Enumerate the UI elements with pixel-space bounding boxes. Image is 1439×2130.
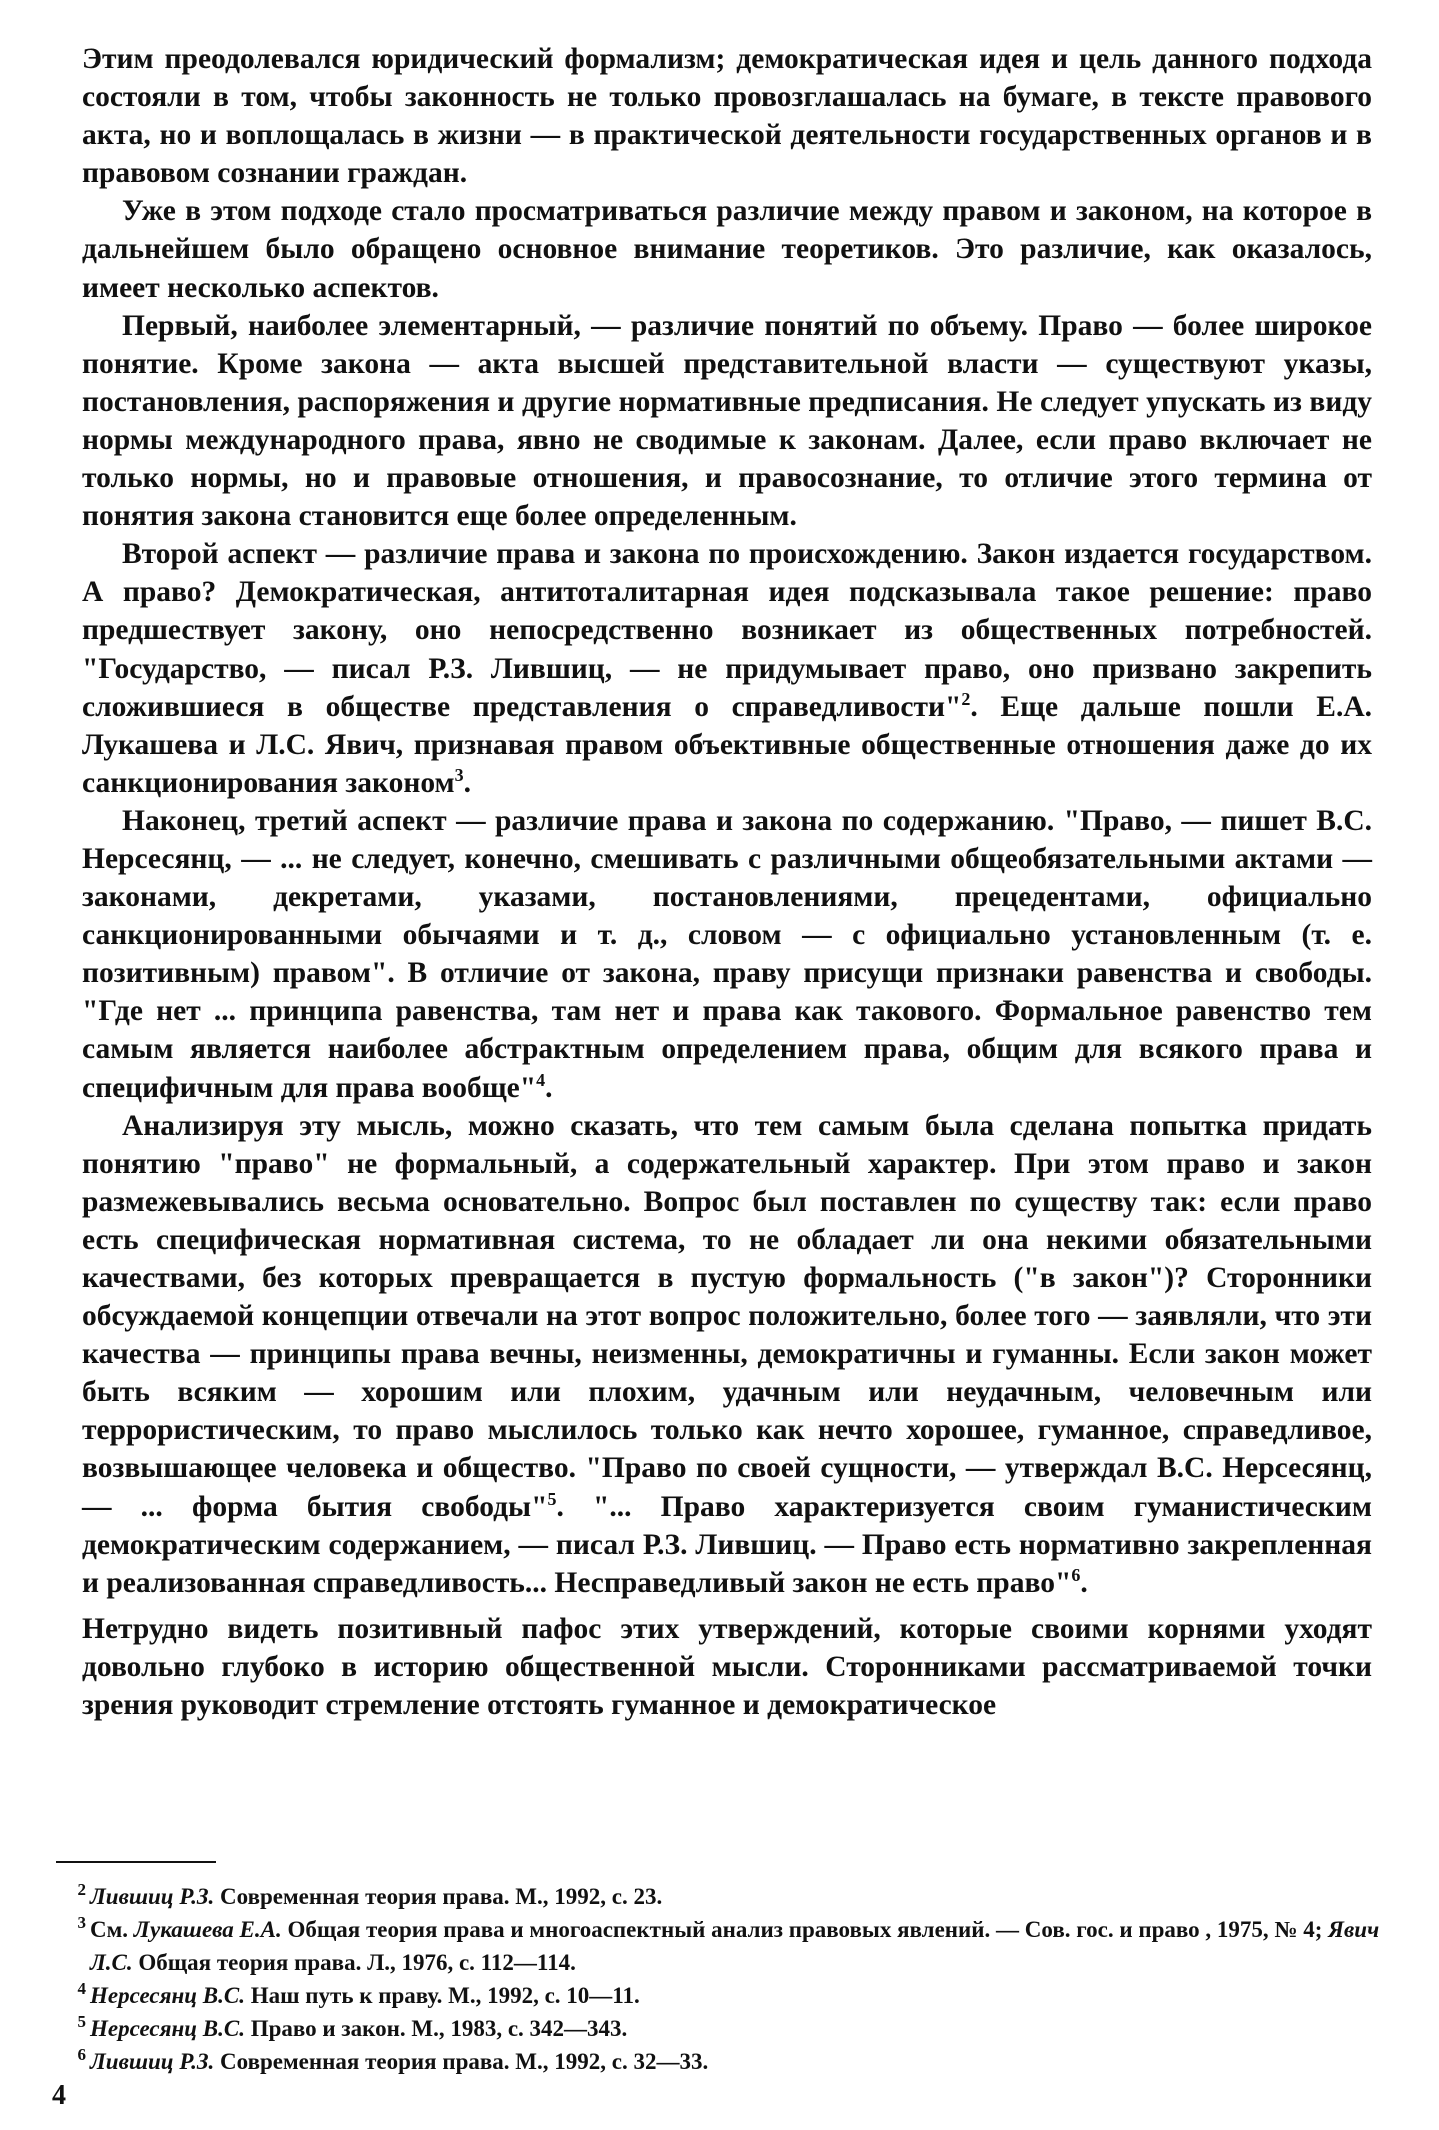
footnote-text: Современная теория права. М., 1992, с. 32—33. <box>214 2049 709 2074</box>
paragraph-text: . <box>463 766 471 799</box>
footnote: 2 Лившиц Р.З. Современная теория права. М., 1992, с. 23. <box>77 1880 663 1909</box>
paragraph: Нетрудно видеть позитивный пафос этих утверждений, которые своими корнями уходят довольно глубоко в историю общественной мысли. Сторонниками рассматриваемой точки зрения руководит стремление отстоять гуманное и демократическое <box>82 1612 1372 1722</box>
footnote-text: Современная теория права. М., 1992, с. 23. <box>214 1884 663 1909</box>
footnote-ref: 5 <box>547 1488 557 1509</box>
page-number: 4 <box>52 2080 66 2111</box>
footnote-ref: 3 <box>454 764 464 785</box>
paragraph-text: Наконец, третий аспект — различие права и закона по содержанию. "Право, — пишет В.С. Нерсесянц, — ... не следует, конечно, смешивать с различными общеобязательными актами — законами, декретами, указами, постановлениями, прецедентами, официально санкционированными обычаями и т. д., словом — с официально установленным (т. е. позитивным) правом". В отличие от закона, праву присущи признаки равенства и свободы. "Где нет ... принципа равенства, там нет и права как такового. Формальное равенство тем самым является наиболее абстрактным определением права, общим для всякого права и специфичным для права вообще" <box>82 804 1372 1104</box>
footnote-ref: 6 <box>1071 1564 1081 1585</box>
footnote-divider <box>56 1861 216 1863</box>
footnote-author: Нерсесянц В.С. <box>90 2016 245 2041</box>
footnote: 5 Нерсесянц В.С. Право и закон. М., 1983, с. 342—343. <box>77 2012 628 2041</box>
paragraph-text: Второй аспект — различие права и закона по происхождению. Закон издается государством. А право? Демократическая, антитоталитарная идея подсказывала такое решение: право предшествует закону, оно непосредственно возникает из общественных потребностей. "Государство, — писал Р.З. Лившиц, — не придумывает право, оно призвано закрепить сложившиеся в обществе представления о справедливости" <box>82 538 1372 723</box>
paragraph-text: . <box>1080 1566 1088 1599</box>
footnote-ref: 2 <box>961 688 971 709</box>
paragraph: Уже в этом подходе стало просматриваться различие между правом и законом, на которое в дальнейшем было обращено основное внимание теоретиков. Это различие, как оказалось, имеет несколько аспектов. <box>82 195 1372 304</box>
footnote-author: Лукашева Е.А. <box>133 1917 282 1942</box>
footnote: 6 Лившиц Р.З. Современная теория права. М., 1992, с. 32—33. <box>77 2045 709 2074</box>
footnotes <box>56 1880 1386 2078</box>
footnote-text: См. <box>90 1917 134 1942</box>
paragraph <box>82 1107 1372 1602</box>
paragraph: Первый, наиболее элементарный, — различие понятий по объему. Право — более широкое понятие. Кроме закона — акта высшей представительной власти — существуют указы, постановления, распоряжения и другие нормативные предписания. Не следует упускать из виду нормы международного права, явно не сводимые к законам. Далее, если право включает не только нормы, но и правовые отношения, и правосознание, то отличие этого термина от понятия закона становится еще более определенным. <box>82 309 1372 533</box>
footnote-author: Лившиц Р.З. <box>90 2049 215 2074</box>
footnote-ref: 4 <box>536 1069 546 1090</box>
paragraph-text: . "... Право характеризуется своим гуманистическим демократическим содержанием, — писал Р.З. Лившиц. — Право есть нормативно закрепленная и реализованная справедливость... Несправедливый закон не есть право" <box>82 1490 1372 1599</box>
footnote-text: Право и закон. М., 1983, с. 342—343. <box>244 2016 628 2041</box>
paragraph-text: Анализируя эту мысль, можно сказать, что тем самым была сделана попытка придать понятию "право" не формальный, а содержательный характер. При этом право и закон размежевывались весьма основательно. Вопрос был поставлен по существу так: если право есть специфическая нормативная система, то не обладает ли она некими обязательными качествами, без которых превращается в пустую формальность ("в закон")? Сторонники обсуждаемой концепции отвечали на этот вопрос положительно, более того — заявляли, что эти качества — принципы права вечны, неизменны, демократичны и гуманны. Если закон может быть всяким — хорошим или плохим, удачным или неудачным, человечным или террористическим, то право мыслилось только как нечто хорошее, гуманное, справедливое, возвышающее человека и общество. "Право по своей сущности, — утверждал В.С. Нерсесянц, — ... форма бытия свободы" <box>82 1109 1372 1523</box>
footnote-text: Наш путь к праву. М., 1992, с. 10—11. <box>244 1983 640 2008</box>
footnote-author: Лившиц Р.З. <box>90 1884 215 1909</box>
paragraph-text: . Еще дальше пошли Е.А. Лукашева и Л.С. Явич, признавая правом объективные общественные отношения даже до их санкционирования законом <box>82 690 1373 799</box>
footnote: 4 Нерсесянц В.С. Наш путь к праву. М., 1992, с. 10—11. <box>77 1979 640 2008</box>
footnote-author: Явич Л.С. <box>90 1917 1380 1975</box>
footnote-text: Общая теория права и многоаспектный анализ правовых явлений. — Сов. гос. и право , 1975, № 4; <box>281 1917 1329 1942</box>
paragraph <box>82 535 1372 802</box>
footnote: 3 См. Лукашева Е.А. Общая теория права и многоаспектный анализ правовых явлений. — Сов. гос. и право , 1975, № 4; Явич Л.С. Общая теория права. Л., 1976, с. 112—114. <box>77 1913 1380 1975</box>
footnote-author: Нерсесянц В.С. <box>90 1983 245 2008</box>
paragraph: Этим преодолевался юридический формализм; демократическая идея и цель данного подхода состояли в том, чтобы законность не только провозглашалась на бумаге, в тексте правового акта, но и воплощалась в жизни — в практической деятельности государственных органов и в правовом сознании граждан. <box>82 43 1372 190</box>
body-text <box>82 40 1372 1724</box>
paragraph-text: . <box>545 1071 553 1104</box>
footnote-text: Общая теория права. Л., 1976, с. 112—114. <box>132 1950 576 1975</box>
paragraph <box>82 802 1372 1107</box>
